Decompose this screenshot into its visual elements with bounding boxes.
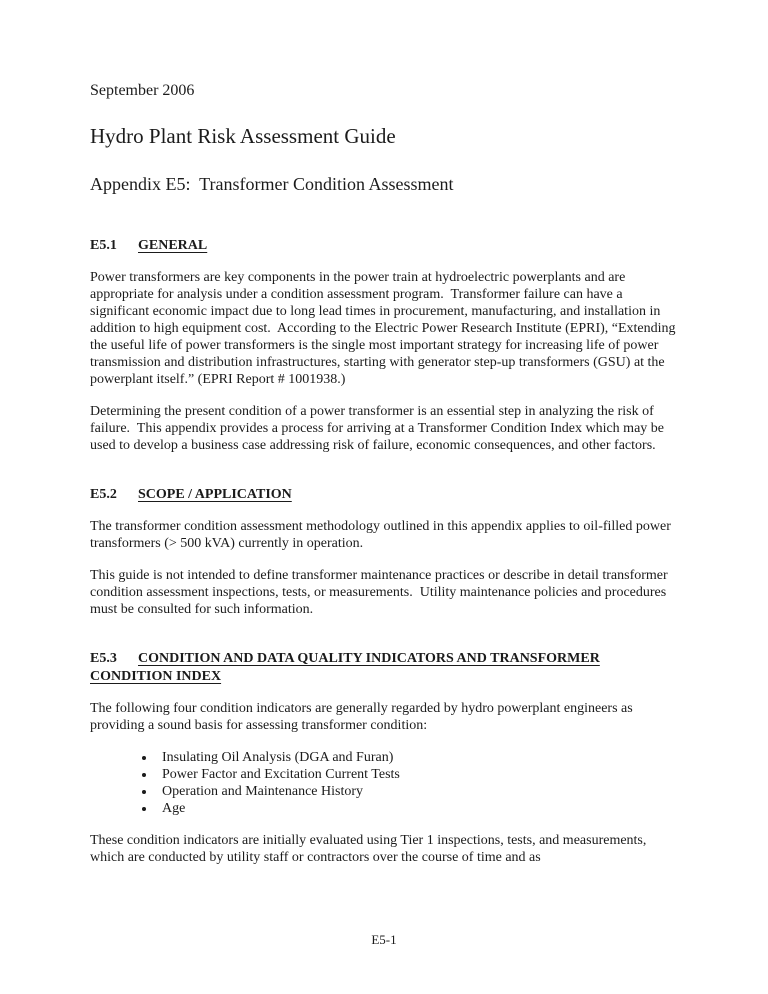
section-title-e52: SCOPE / APPLICATION [138, 487, 292, 502]
e51-paragraph-1: Power transformers are key components in the power train at hydroelectric powerplants and are appropriate for analysis under a condition assessment program. Transformer failure can have a significant economic impact due to long lead times in procurement, manufacturing, and installation in addition to high equipment cost. According to the Electric Power Research Institute (EPRI), “Extending the useful life of power transformers is the single most important strategy for increasing life of power transmission and distribution infrastructures, starting with generator step-up transformers (GSU) at the powerplant itself.” (EPRI Report # 1001938.) [90, 270, 680, 387]
e51-paragraph-2: Determining the present condition of a power transformer is an essential step in analyzing the risk of failure. This appendix provides a process for arriving at a Transformer Condition Index which may be used to develop a business case addressing risk of failure, economic consequences, and other factors. [90, 404, 668, 453]
document-date: September 2006 [90, 82, 195, 99]
section-heading-e52 [90, 486, 684, 504]
section-number-e51: E5.1 [90, 238, 117, 253]
list-item-insulating-oil: • Insulating Oil Analysis (DGA and Furan) [156, 749, 684, 766]
document-title: Hydro Plant Risk Assessment Guide [90, 124, 396, 148]
list-item-power-factor: • Power Factor and Excitation Current Tests [156, 766, 684, 783]
page-number: E5-1 [371, 932, 397, 947]
appendix-subtitle: Appendix E5: Transformer Condition Assessment [90, 174, 454, 194]
e53-paragraph-2: These condition indicators are initially evaluated using Tier 1 inspections, tests, and measurements, which are conducted by utility staff or contractors over the course of time and as [90, 833, 650, 865]
section-title-e53-line2: CONDITION INDEX [90, 669, 222, 684]
section-heading-e53 [90, 650, 684, 686]
e52-paragraph-2: This guide is not intended to define transformer maintenance practices or describe in detail transformer condition assessment inspections, tests, or measurements. Utility maintenance policies and procedures must be consulted for such information. [90, 568, 672, 617]
e53-paragraph-1: The following four condition indicators are generally regarded by hydro powerplant engineers as providing a sound basis for assessing transformer condition: [90, 701, 637, 733]
section-heading-e51 [90, 237, 684, 255]
section-title-e51: GENERAL [138, 238, 208, 253]
section-number-e53: E5.3 [90, 651, 117, 666]
list-item-operation-history: • Operation and Maintenance History [156, 783, 684, 800]
section-title-e53-line1: CONDITION AND DATA QUALITY INDICATORS AND TRANSFORMER [138, 651, 600, 666]
section-number-e52: E5.2 [90, 487, 117, 502]
e52-paragraph-1: The transformer condition assessment methodology outlined in this appendix applies to oil-filled power transformers (> 500 kVA) currently in operation. [90, 519, 675, 551]
condition-indicator-list [90, 749, 684, 817]
list-item-age: • Age [156, 800, 684, 817]
